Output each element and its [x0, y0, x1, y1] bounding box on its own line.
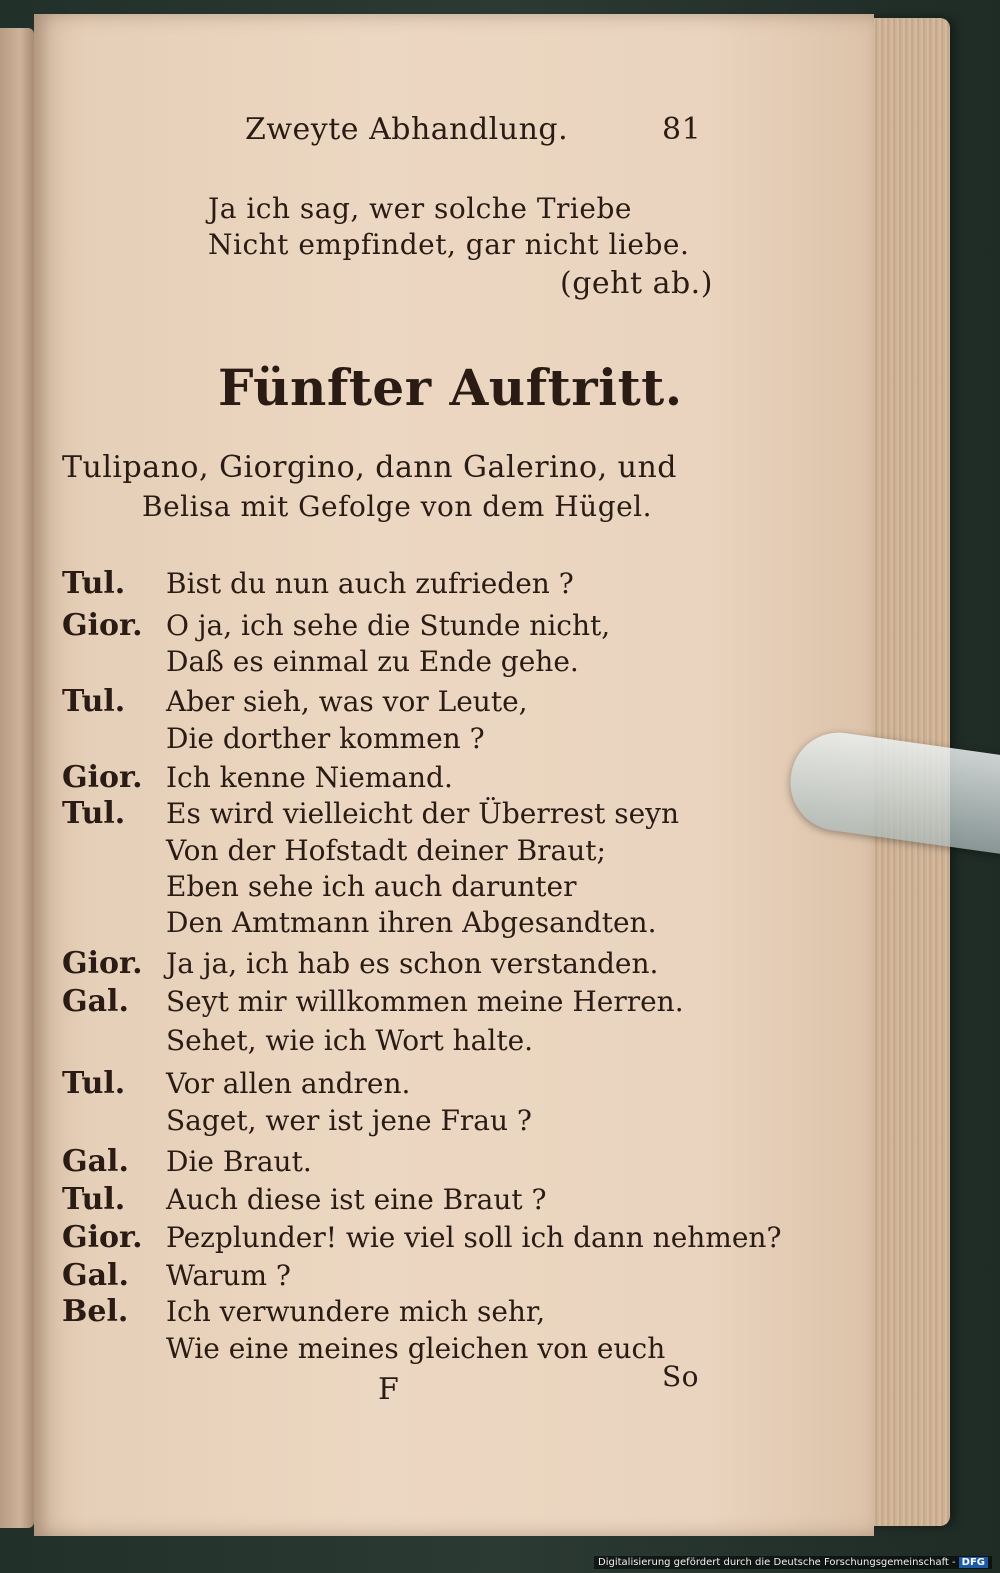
stage-direction: (geht ab.): [560, 266, 713, 301]
speaker: Tul.: [62, 796, 126, 831]
dialogue-row: [62, 1066, 410, 1101]
dialogue-row: [62, 1220, 781, 1255]
dialogue-line: Von der Hofstadt deiner Braut;: [166, 834, 606, 867]
dialogue-line: Ich kenne Niemand.: [166, 761, 453, 794]
dialogue-line: Warum ?: [166, 1259, 291, 1292]
digitization-footer: [594, 1556, 992, 1569]
running-header: Zweyte Abhandlung.: [245, 112, 569, 147]
dialogue-row: [62, 1258, 291, 1293]
dialogue-line: Pezplunder! wie viel soll ich dann nehmen?: [166, 1221, 782, 1254]
speaker: Tul.: [62, 1182, 126, 1217]
dialogue-line: O ja, ich sehe die Stunde nicht,: [166, 609, 611, 642]
dialogue-line: Seyt mir willkommen meine Herren.: [166, 985, 684, 1018]
dialogue-row: [62, 796, 679, 831]
speaker: Gior.: [62, 1220, 143, 1255]
dialogue-line: Den Amtmann ihren Abgesandten.: [166, 906, 657, 939]
speaker: Gal.: [62, 1258, 129, 1293]
dialogue-row: [62, 566, 574, 601]
speaker: Gior.: [62, 760, 143, 795]
dialogue-line: Vor allen andren.: [166, 1067, 411, 1100]
dialogue-row: [62, 1182, 547, 1217]
dialogue-row: [62, 645, 579, 678]
verse-line: Ja ich sag, wer solche Triebe: [208, 192, 632, 225]
left-page-edge: [0, 28, 34, 1528]
dialogue-line: Wie eine meines gleichen von euch: [166, 1332, 666, 1365]
dialogue-row: [62, 608, 610, 643]
dialogue-line: Eben sehe ich auch darunter: [166, 870, 577, 903]
speaker: Tul.: [62, 566, 126, 601]
dialogue-line: Daß es einmal zu Ende gehe.: [166, 645, 579, 678]
speaker: Gal.: [62, 1144, 129, 1179]
cast-line: Tulipano, Giorgino, dann Galerino, und: [62, 450, 677, 485]
dialogue-row: [62, 834, 606, 867]
dialogue-row: [62, 684, 528, 719]
speaker: Gal.: [62, 984, 129, 1019]
dfg-logo: DFG: [959, 1557, 988, 1568]
speaker: Tul.: [62, 684, 126, 719]
signature-mark: F: [378, 1372, 400, 1407]
dialogue-row: [62, 1294, 545, 1329]
dialogue-row: [62, 760, 453, 795]
cast-line: Belisa mit Gefolge von dem Hügel.: [142, 490, 653, 523]
speaker: Gior.: [62, 946, 143, 981]
dialogue-line: Ich verwundere mich sehr,: [166, 1295, 546, 1328]
footer-text: Digitalisierung gefördert durch die Deutsche Forschungsgemeinschaft -: [598, 1557, 956, 1568]
dialogue-row: [62, 1024, 533, 1057]
dialogue-row: [62, 906, 656, 939]
speaker: Tul.: [62, 1066, 126, 1101]
dialogue-line: Bist du nun auch zufrieden ?: [166, 567, 574, 600]
speaker: Gior.: [62, 608, 143, 643]
dialogue-row: [62, 1104, 532, 1137]
dialogue-line: Auch diese ist eine Braut ?: [166, 1183, 547, 1216]
dialogue-line: Saget, wer ist jene Frau ?: [166, 1104, 532, 1137]
dialogue-line: Ja ja, ich hab es schon verstanden.: [166, 947, 659, 980]
dialogue-row: [62, 984, 684, 1019]
verse-line: Nicht empfindet, gar nicht liebe.: [208, 228, 690, 261]
dialogue-line: Sehet, wie ich Wort halte.: [166, 1024, 534, 1057]
speaker: Bel.: [62, 1294, 129, 1329]
scene-title: Fünfter Auftritt.: [218, 358, 683, 417]
dialogue-line: Die dorther kommen ?: [166, 722, 485, 755]
dialogue-row: [62, 1332, 665, 1365]
dialogue-line: Es wird vielleicht der Überrest seyn: [166, 797, 680, 830]
dialogue-row: [62, 946, 658, 981]
dialogue-row: [62, 722, 485, 755]
dialogue-row: [62, 870, 577, 903]
dialogue-line: Aber sieh, was vor Leute,: [166, 685, 528, 718]
catchword: So: [662, 1360, 700, 1393]
page-number: 81: [662, 112, 702, 147]
dialogue-row: [62, 1144, 312, 1179]
dialogue-line: Die Braut.: [166, 1145, 312, 1178]
